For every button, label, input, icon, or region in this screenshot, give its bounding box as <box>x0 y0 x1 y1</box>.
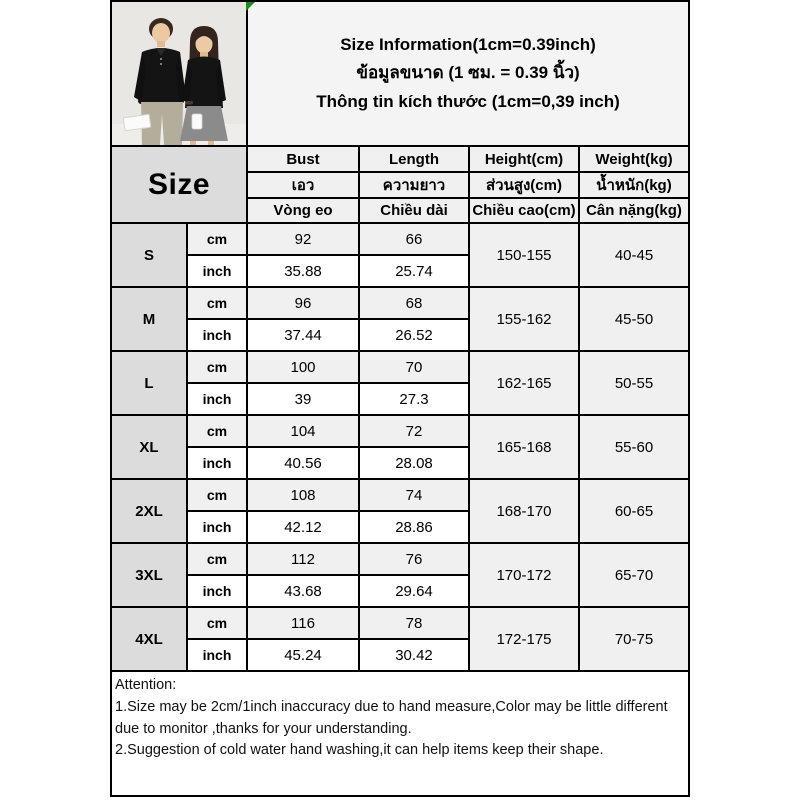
unit-inch: inch <box>188 384 246 414</box>
3xl-length-inch: 29.64 <box>360 576 468 606</box>
m-weight: 45-50 <box>580 288 688 350</box>
xl-bust-cm: 104 <box>248 416 358 446</box>
l-length-cm: 70 <box>360 352 468 382</box>
4xl-height: 172-175 <box>470 608 578 670</box>
s-bust-cm: 92 <box>248 224 358 254</box>
unit-cm: cm <box>188 608 246 638</box>
2xl-height: 168-170 <box>470 480 578 542</box>
4xl-length-cm: 78 <box>360 608 468 638</box>
3xl-bust-cm: 112 <box>248 544 358 574</box>
2xl-bust-inch: 42.12 <box>248 512 358 542</box>
header-height-vi: Chiều cao(cm) <box>470 199 578 222</box>
attention-heading: Attention: <box>115 677 177 693</box>
unit-inch: inch <box>188 320 246 350</box>
unit-cm: cm <box>188 288 246 318</box>
unit-cm: cm <box>188 416 246 446</box>
size-information-title <box>248 2 688 145</box>
unit-inch: inch <box>188 256 246 286</box>
unit-inch: inch <box>188 512 246 542</box>
size-column-header: Size <box>112 147 246 222</box>
3xl-weight: 65-70 <box>580 544 688 606</box>
3xl-length-cm: 76 <box>360 544 468 574</box>
size-chart-sheet <box>110 0 690 795</box>
s-length-inch: 25.74 <box>360 256 468 286</box>
4xl-bust-cm: 116 <box>248 608 358 638</box>
title-vietnamese: Thông tin kích thước (1cm=0,39 inch) <box>316 91 620 111</box>
size-label-m: M <box>112 288 186 350</box>
header-height-th: ส่วนสูง(cm) <box>470 173 578 197</box>
xl-height: 165-168 <box>470 416 578 478</box>
s-length-cm: 66 <box>360 224 468 254</box>
couple-photo-illustration <box>112 2 246 145</box>
m-bust-cm: 96 <box>248 288 358 318</box>
xl-weight: 55-60 <box>580 416 688 478</box>
header-weight-en: Weight(kg) <box>580 147 688 171</box>
2xl-bust-cm: 108 <box>248 480 358 510</box>
unit-cm: cm <box>188 352 246 382</box>
3xl-bust-inch: 43.68 <box>248 576 358 606</box>
cell-corner-flag-icon <box>246 2 255 11</box>
4xl-bust-inch: 45.24 <box>248 640 358 670</box>
size-label-3xl: 3XL <box>112 544 186 606</box>
header-length-vi: Chiều dài <box>360 199 468 222</box>
xl-bust-inch: 40.56 <box>248 448 358 478</box>
4xl-weight: 70-75 <box>580 608 688 670</box>
unit-cm: cm <box>188 544 246 574</box>
l-height: 162-165 <box>470 352 578 414</box>
header-bust-en: Bust <box>248 147 358 171</box>
m-height: 155-162 <box>470 288 578 350</box>
size-label-4xl: 4XL <box>112 608 186 670</box>
l-weight: 50-55 <box>580 352 688 414</box>
xl-length-cm: 72 <box>360 416 468 446</box>
size-label-2xl: 2XL <box>112 480 186 542</box>
product-photo <box>112 2 246 145</box>
unit-inch: inch <box>188 576 246 606</box>
xl-length-inch: 28.08 <box>360 448 468 478</box>
header-weight-th: น้ำหนัก(kg) <box>580 173 688 197</box>
size-table <box>110 0 690 672</box>
attention-notes <box>110 672 690 797</box>
2xl-weight: 60-65 <box>580 480 688 542</box>
s-weight: 40-45 <box>580 224 688 286</box>
header-height-en: Height(cm) <box>470 147 578 171</box>
unit-cm: cm <box>188 480 246 510</box>
header-bust-vi: Vòng eo <box>248 199 358 222</box>
size-label-xl: XL <box>112 416 186 478</box>
title-thai: ข้อมูลขนาด (1 ซม. = 0.39 นิ้ว) <box>356 63 580 83</box>
header-weight-vi: Cân nặng(kg) <box>580 199 688 222</box>
unit-cm: cm <box>188 224 246 254</box>
size-label-l: L <box>112 352 186 414</box>
header-length-th: ความยาว <box>360 173 468 197</box>
2xl-length-cm: 74 <box>360 480 468 510</box>
l-bust-cm: 100 <box>248 352 358 382</box>
attention-note-2: 2.Suggestion of cold water hand washing,it can help items keep their shape. <box>115 742 604 759</box>
header-length-en: Length <box>360 147 468 171</box>
unit-inch: inch <box>188 448 246 478</box>
l-length-inch: 27.3 <box>360 384 468 414</box>
s-bust-inch: 35.88 <box>248 256 358 286</box>
size-label-s: S <box>112 224 186 286</box>
3xl-height: 170-172 <box>470 544 578 606</box>
header-bust-th: เอว <box>248 173 358 197</box>
l-bust-inch: 39 <box>248 384 358 414</box>
2xl-length-inch: 28.86 <box>360 512 468 542</box>
s-height: 150-155 <box>470 224 578 286</box>
m-bust-inch: 37.44 <box>248 320 358 350</box>
title-english: Size Information(1cm=0.39inch) <box>340 35 596 55</box>
unit-inch: inch <box>188 640 246 670</box>
attention-note-1: 1.Size may be 2cm/1inch inaccuracy due to hand measure,Color may be little different due to monitor ,thanks for your understanding. <box>115 698 668 737</box>
4xl-length-inch: 30.42 <box>360 640 468 670</box>
m-length-cm: 68 <box>360 288 468 318</box>
m-length-inch: 26.52 <box>360 320 468 350</box>
